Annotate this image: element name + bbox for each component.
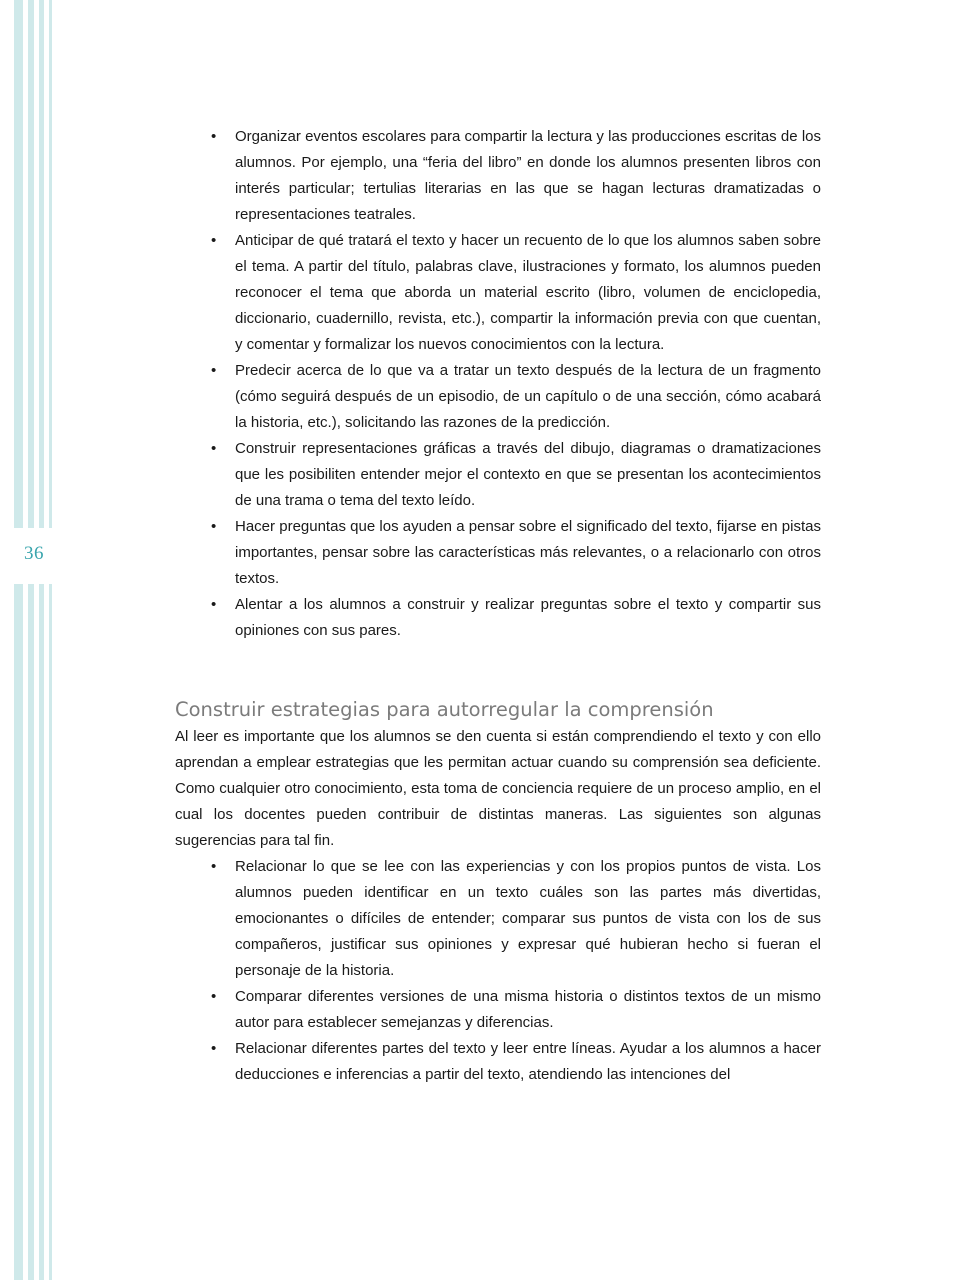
- bullet-icon: •: [211, 988, 217, 1005]
- list-item-text: Relacionar diferentes partes del texto y leer entre líneas. Ayudar a los alumnos a hacer deducciones e inferencias a partir del texto, atendiendo las intenciones del: [235, 1040, 821, 1083]
- list-item: [175, 1036, 821, 1088]
- list-item-text: Alentar a los alumnos a construir y realizar preguntas sobre el texto y compartir sus opiniones con sus pares.: [235, 596, 821, 639]
- list-item-text: Predecir acerca de lo que va a tratar un texto después de la lectura de un fragmento (cómo seguirá después de un episodio, de un capítulo o de una sección, cómo acabará la historia, etc.), solicitando las razones de la predicción.: [235, 362, 821, 431]
- margin-stripe: [39, 0, 44, 1280]
- bullet-icon: •: [211, 1040, 217, 1057]
- bullet-icon: •: [211, 440, 217, 457]
- list-item-text: Comparar diferentes versiones de una misma historia o distintos textos de un mismo autor para establecer semejanzas y diferencias.: [235, 988, 821, 1031]
- list-item-text: Hacer preguntas que los ayuden a pensar sobre el significado del texto, fijarse en pistas importantes, pensar sobre las características más relevantes, o a relacionarlo con otros textos.: [235, 518, 821, 587]
- list-item: [175, 358, 821, 436]
- section-title: Construir estrategias para autorregular la comprensión: [175, 698, 714, 721]
- bullet-list-top: [175, 124, 821, 644]
- margin-stripe: [14, 0, 23, 1280]
- bullet-icon: •: [211, 518, 217, 535]
- page-number: 36: [24, 543, 44, 564]
- list-item-text: Relacionar lo que se lee con las experiencias y con los propios puntos de vista. Los alumnos pueden identificar en un texto cuáles son las partes más divertidas, emocionantes o difíciles de entender; comparar sus puntos de vista con los de sus compañeros, justificar sus opiniones y expresar qué hubieran hecho si fueran el personaje de la historia.: [235, 858, 821, 979]
- list-item: [175, 514, 821, 592]
- list-item: [175, 228, 821, 358]
- bullet-icon: •: [211, 858, 217, 875]
- list-item: [175, 436, 821, 514]
- list-item-text: Organizar eventos escolares para compartir la lectura y las producciones escritas de los alumnos. Por ejemplo, una “feria del libro” en donde los alumnos presenten libros con interés particular; tertulias literarias en las que se hagan lecturas dramatizadas o representaciones teatrales.: [235, 128, 821, 223]
- list-item: [175, 854, 821, 984]
- bullet-icon: •: [211, 596, 217, 613]
- list-item: [175, 984, 821, 1036]
- section-paragraph: Al leer es importante que los alumnos se den cuenta si están comprendiendo el texto y con ello aprendan a emplear estrategias que les permitan actuar cuando su comprensión sea deficiente. Como cualquier otro conocimiento, esta toma de conciencia requiere de un proceso amplio, en el cual los docentes pueden contribuir de distintas maneras. Las siguientes son algunas sugerencias para tal fin.: [175, 728, 821, 849]
- bullet-icon: •: [211, 128, 217, 145]
- bullet-icon: •: [211, 362, 217, 379]
- margin-stripe: [49, 0, 52, 1280]
- list-item: [175, 124, 821, 228]
- bullet-list-bottom: [175, 854, 821, 1088]
- decorative-margin-stripes: [0, 0, 60, 1280]
- bullet-icon: •: [211, 232, 217, 249]
- margin-stripe: [28, 0, 34, 1280]
- page-content: [175, 124, 821, 1088]
- list-item: [175, 592, 821, 644]
- list-item-text: Anticipar de qué tratará el texto y hacer un recuento de lo que los alumnos saben sobre el tema. A partir del título, palabras clave, ilustraciones y formato, los alumnos pueden reconocer el tema que aborda un material escrito (libro, volumen de enciclopedia, diccionario, cuadernillo, revista, etc.), compartir la información previa con que cuentan, y comentar y formalizar los nuevos conocimientos con la lectura.: [235, 232, 821, 353]
- list-item-text: Construir representaciones gráficas a través del dibujo, diagramas o dramatizaciones que les posibiliten entender mejor el contexto en que se presentan los acontecimientos de una trama o tema del texto leído.: [235, 440, 821, 509]
